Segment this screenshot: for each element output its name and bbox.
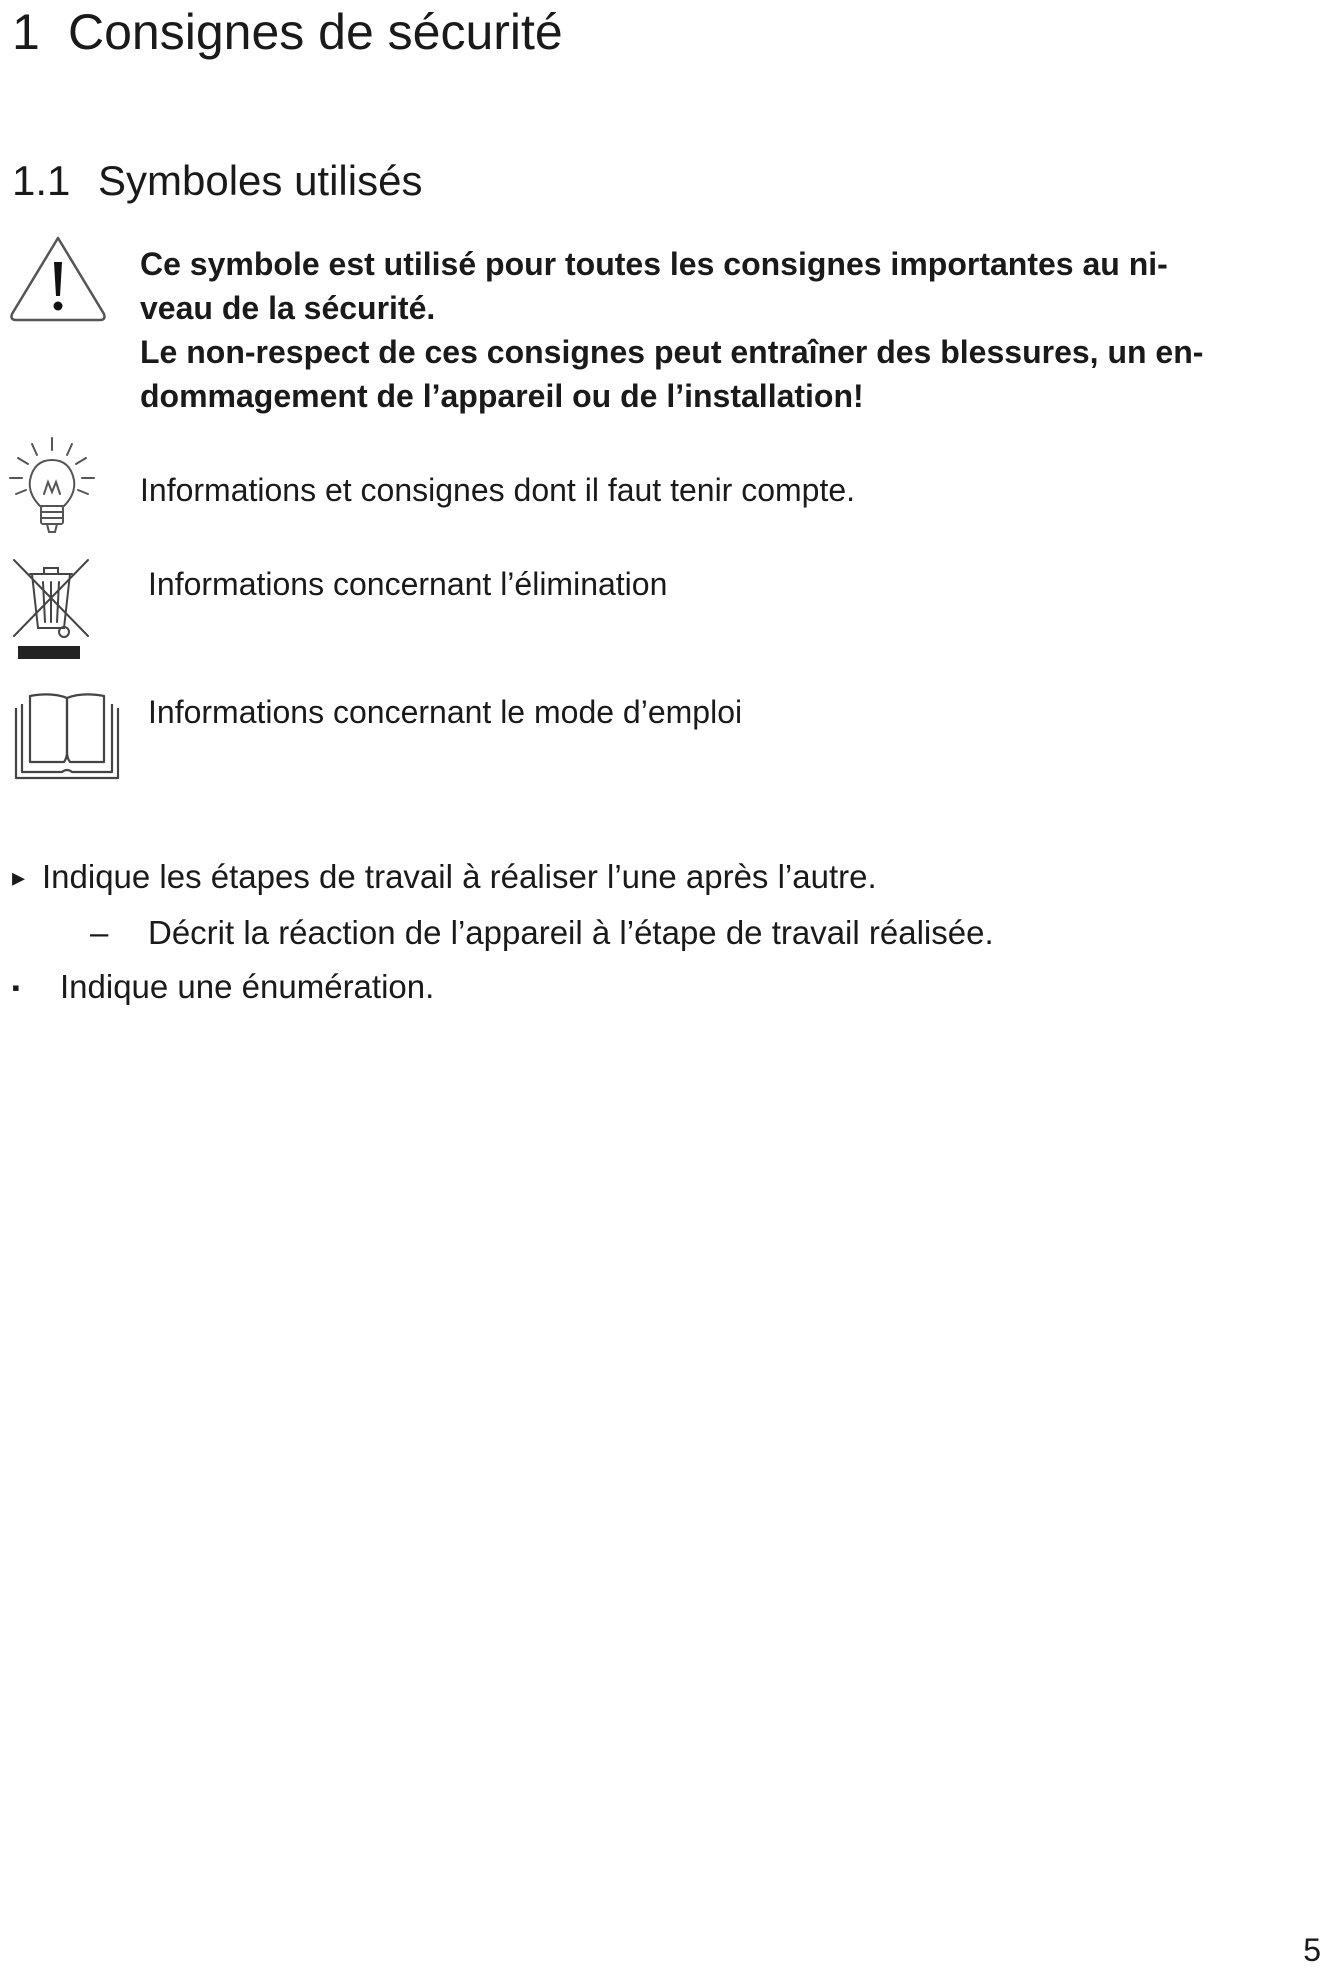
- reaction-description: [90, 911, 994, 955]
- warning-description: [140, 242, 1203, 418]
- section-title: Consignes de sécurité: [68, 4, 563, 60]
- manual-description: Informations concernant le mode d’emploi: [148, 694, 743, 730]
- enumeration-description: [12, 965, 434, 1010]
- reaction-text: Décrit la réaction de l’appareil à l’étape de travail réalisée.: [148, 914, 994, 951]
- disposal-description: Informations concernant l’élimination: [148, 566, 668, 602]
- warning-line-1: Ce symbole est utilisé pour toutes les consignes importantes au ni-: [140, 246, 1168, 282]
- step-text: Indique les étapes de travail à réaliser l’une après l’autre.: [42, 858, 877, 895]
- warning-line-2: veau de la sécurité.: [140, 290, 436, 326]
- subsection-title: Symboles utilisés: [98, 157, 423, 204]
- warning-line-3: Le non-respect de ces consignes peut entraîner des blessures, un en-: [140, 334, 1204, 370]
- enumeration-marker: ▪: [12, 975, 20, 1000]
- crossed-bin-icon: [10, 556, 92, 662]
- light-bulb-icon: [6, 436, 98, 536]
- page-number: 5: [1303, 1932, 1321, 1968]
- reaction-marker: –: [90, 914, 109, 951]
- step-instruction: [12, 855, 877, 899]
- step-marker: ▸: [12, 862, 26, 892]
- section-number: 1: [12, 4, 40, 60]
- section-heading: [12, 2, 563, 62]
- subsection-heading: [12, 155, 422, 207]
- info-description: Informations et consignes dont il faut tenir compte.: [140, 472, 856, 508]
- open-book-icon: [12, 688, 122, 780]
- enumeration-text: Indique une énumération.: [60, 968, 435, 1005]
- subsection-number: 1.1: [12, 157, 71, 204]
- warning-line-4: dommagement de l’appareil ou de l’installation!: [140, 378, 864, 414]
- warning-triangle-icon: [8, 234, 108, 324]
